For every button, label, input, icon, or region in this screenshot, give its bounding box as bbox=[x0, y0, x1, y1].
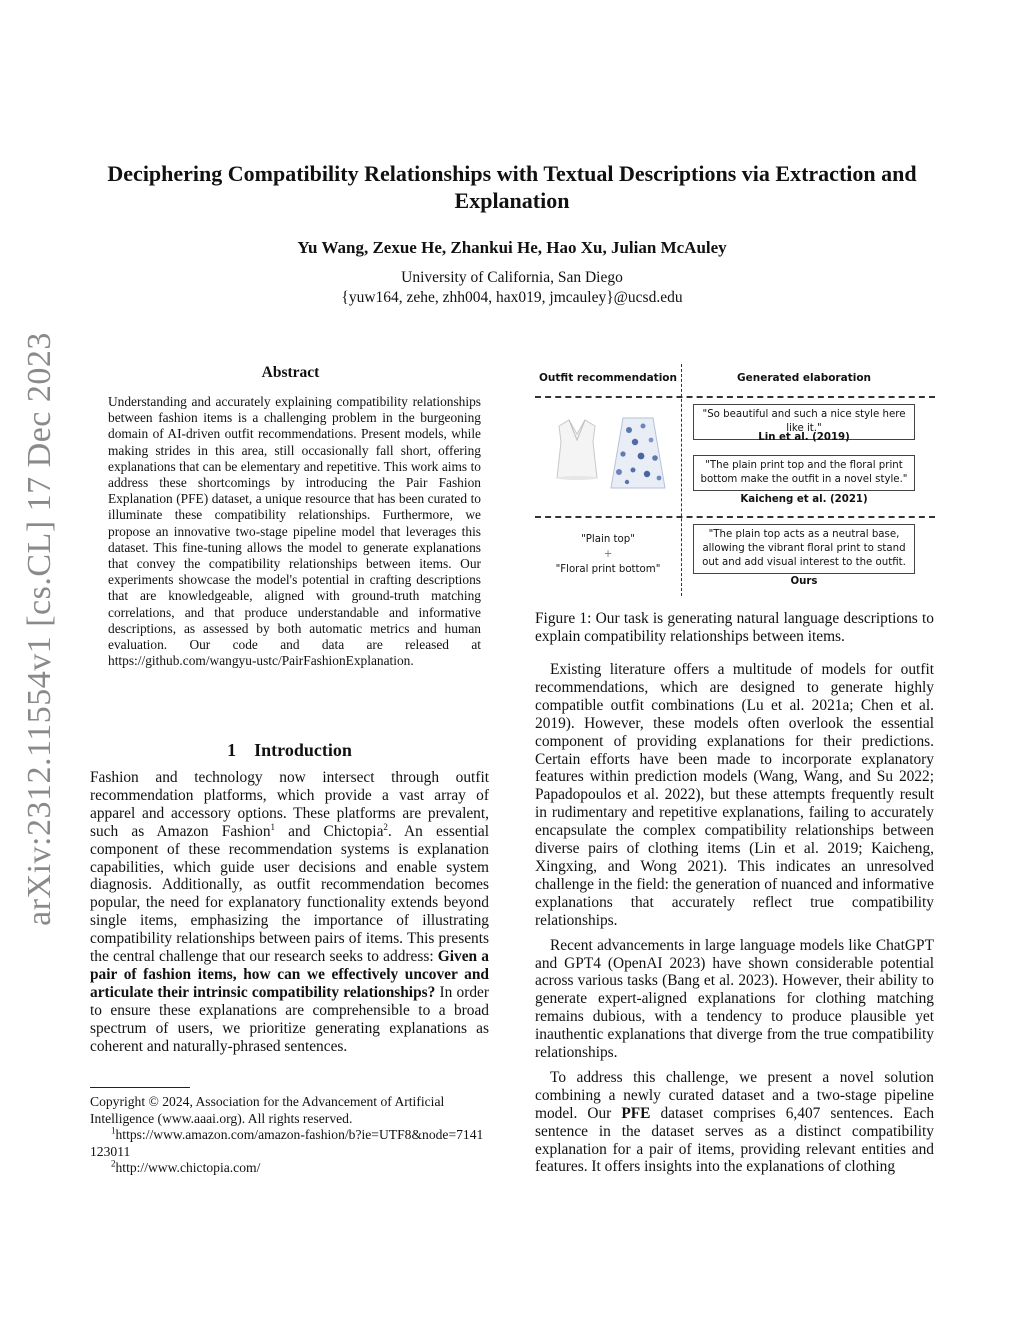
affiliation-block bbox=[0, 268, 1024, 308]
citation-label-2: Kaicheng et al. (2021) bbox=[740, 494, 868, 505]
abstract-heading: Abstract bbox=[261, 364, 320, 381]
figure-divider-top bbox=[535, 396, 935, 398]
section-title: Introduction bbox=[254, 740, 352, 760]
intro-body-left bbox=[90, 769, 489, 1056]
paper-title: Deciphering Compatibility Relationships with Textual Descriptions via Extraction and Explanation bbox=[107, 161, 917, 213]
footnotes bbox=[90, 1094, 489, 1177]
item-plain-top: "Plain top" bbox=[581, 534, 635, 545]
footnote-marker: 2 bbox=[111, 1158, 116, 1169]
generated-explanation-ours: "The plain top acts as a neutral base, allowing the vibrant floral print to stand out and add visual interest to the outfit. bbox=[693, 524, 915, 574]
intro-body-right bbox=[535, 661, 934, 1176]
abstract-text: Understanding and accurately explaining compatibility relationships between fashion items is a challenging problem in the burgeoning domain of AI-driven outfit recommendations. Present models, while making strides in this area, still occasionally fall short, offering explanations that can be elementary and repetitive. This work aims to address these shortcomings by introducing the Pair Fashion Explanation (PFE) dataset, a unique resource that has been curated to illuminate these compatibility relationships. Furthermore, we propose an innovative two-stage pipeline model that leverages this dataset. This fine-tuning allows the model to generate explanations that convey the compatibility relationships between items. Our experiments showcase the model's potential in crafting descriptions that are knowledgeable, aligned with ground-truth matching correlations, and that produce understandable and informative descriptions, as assessed by both automatic metrics and human evaluation. Our code and data are released at https://github.com/wangyu-ustc/PairFashionExplanation. bbox=[108, 394, 481, 669]
floral-print-skirt-image bbox=[611, 418, 665, 488]
section-heading-introduction bbox=[90, 740, 489, 761]
plain-top-image bbox=[557, 420, 597, 480]
footnote-1 bbox=[90, 1127, 489, 1160]
affiliation: University of California, San Diego bbox=[401, 269, 623, 286]
intro-text: To address this challenge, we present a novel solution combining a newly curated dataset and a two-stage pipeline model. Our bbox=[535, 1068, 934, 1122]
generated-explanation-1: "So beautiful and such a nice style here like it." bbox=[693, 404, 915, 440]
citation-label-ours: Ours bbox=[790, 576, 818, 587]
footnote-url-1[interactable]: https://www.amazon.com/amazon-fashion/b?ie=UTF8&node=7141123011 bbox=[90, 1127, 484, 1159]
research-question: Given a pair of fashion items, how can we effectively uncover and articulate their intrinsic compatibility relationships? bbox=[90, 948, 489, 1001]
figure-right-header: Generated elaboration bbox=[736, 372, 872, 384]
plus-symbol: + bbox=[603, 549, 613, 560]
arxiv-side-stamp: arXiv:2312.11554v1 [cs.CL] 17 Dec 2023 bbox=[21, 332, 58, 926]
generated-explanation-2: "The plain print top and the floral print bottom make the outfit in a novel style." bbox=[693, 455, 915, 491]
figure-divider-middle bbox=[535, 516, 935, 518]
item-floral-print-bottom: "Floral print bottom" bbox=[555, 564, 661, 575]
citation-label-1: Lin et al. (2019) bbox=[758, 432, 850, 443]
intro-paragraph-1 bbox=[90, 769, 489, 1056]
author-emails: {yuw164, zehe, zhh004, hax019, jmcauley}@ucsd.edu bbox=[341, 289, 683, 306]
figure-1-caption: Figure 1: Our task is generating natural language descriptions to explain compatibility relationships between items. bbox=[535, 610, 934, 645]
intro-text: In order to ensure these explanations are comprehensible to a broad spectrum of users, we prioritize generating explanations as coherent and naturally-phrased sentences. bbox=[90, 983, 489, 1055]
item-description-list bbox=[535, 532, 681, 577]
footnote-url-2[interactable]: http://www.chictopia.com/ bbox=[115, 1160, 261, 1176]
intro-text: and Chictopia bbox=[275, 822, 384, 840]
footnote-ref-1[interactable]: 1 bbox=[270, 821, 276, 832]
author-list: Yu Wang, Zexue He, Zhankui He, Hao Xu, Julian McAuley bbox=[297, 238, 727, 257]
figure-vertical-divider bbox=[681, 364, 682, 596]
figure-left-header: Outfit recommendation bbox=[538, 372, 677, 384]
copyright-notice: Copyright © 2024, Association for the Advancement of Artificial Intelligence (www.aaai.org). All rights reserved. bbox=[90, 1094, 445, 1126]
section-number: 1 bbox=[227, 740, 237, 760]
footnote-2 bbox=[90, 1160, 489, 1177]
intro-text: . An essential component of these recommendation systems is explanation capabilities, which guide user decisions and enable system diagnosis. Additionally, as outfit recommendation becomes popular, the need for explanatory functionality extends beyond single items, emphasizing the importance of illustrating compatibility relationships between pairs of items. This presents the central challenge that our research seeks to address: bbox=[90, 822, 490, 966]
footnote-ref-2[interactable]: 2 bbox=[383, 821, 388, 832]
intro-text: Fashion and technology now intersect through outfit recommendation platforms, which provide a vast array of apparel and accessory options. These platforms are prevalent, such as Amazon Fashion bbox=[90, 769, 489, 840]
footnote-marker: 1 bbox=[111, 1125, 116, 1136]
dataset-name: PFE bbox=[621, 1104, 651, 1122]
figure-1 bbox=[535, 360, 935, 600]
intro-paragraph-3: Recent advancements in large language models like ChatGPT and GPT4 (OpenAI 2023) have shown considerable potential across various tasks (Bang et al. 2023). However, their ability to generate expert-aligned explanations for clothing matching remains dubious, with a tendency to produce plausible yet inauthentic explanations that diverge from the true compatibility relationships. bbox=[535, 936, 934, 1062]
footnote-divider bbox=[90, 1087, 190, 1088]
outfit-images bbox=[547, 412, 671, 492]
intro-text: dataset comprises 6,407 sentences. Each sentence in the dataset serves as a distinct compatibility explanation for a pair of items, providing relevant entities and features. It offers insights into the explanations of clothing bbox=[535, 1104, 935, 1176]
intro-paragraph-2: Existing literature offers a multitude of models for outfit recommendations, which are designed to generate highly compatible outfit combinations (Lu et al. 2021a; Chen et al. 2019). However, these models often overlook the essential component of providing explanations for their predictions. Certain efforts have been made to incorporate explanatory features within prediction models (Wang, Wang, and Su 2022; Papadopoulos et al. 2022), but these attempts frequently result in rudimentary and repetitive explanations, failing to accurately encapsulate the complex compatibility relationships between diverse pairs of clothing items (Lin et al. 2019; Kaicheng, Xingxing, and Wong 2021). This indicates an unresolved challenge in the field: the generation of nuanced and informative explanations that accurately reflect true compatibility relationships. bbox=[535, 661, 934, 929]
intro-paragraph-4 bbox=[535, 1069, 934, 1176]
